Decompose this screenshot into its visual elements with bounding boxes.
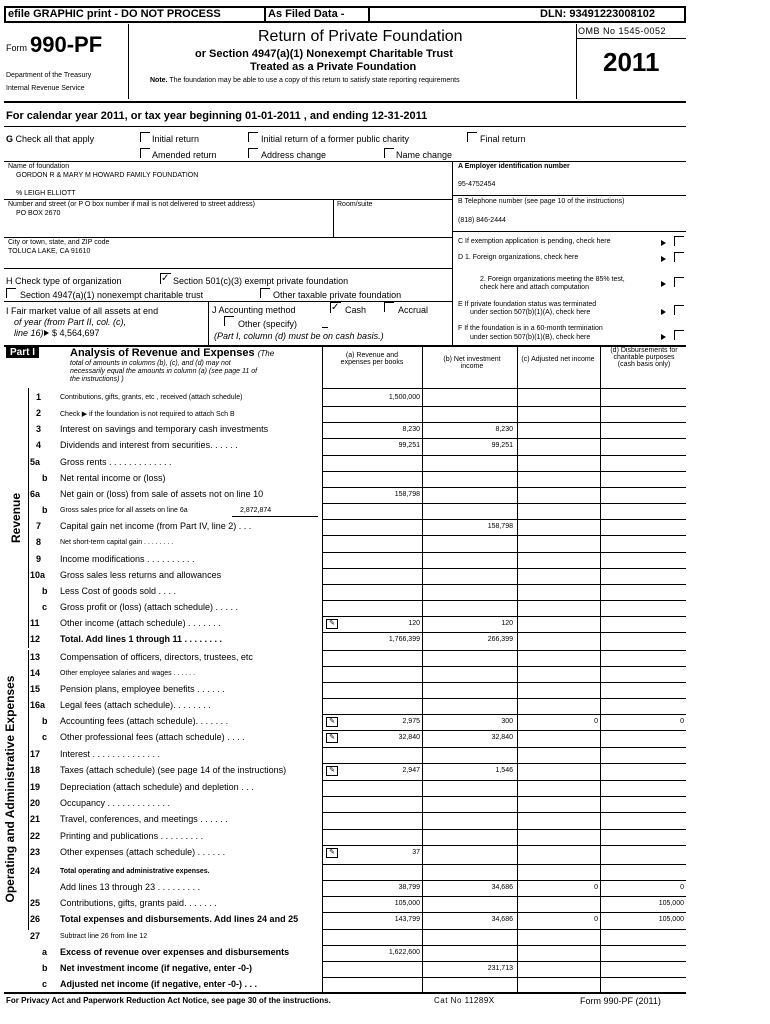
col-a-value: 32,840 [398,734,420,741]
other-taxable-label: Other taxable private foundation [273,290,402,300]
accrual-label: Accrual [398,305,429,315]
col-b-value: 8,230 [495,426,513,433]
irs: Internal Revenue Service [6,85,85,92]
col-c-value: 0 [594,916,598,923]
row-label: Contributions, gifts, grants, etc , received (attach schedule) [60,394,243,401]
g-label: G Check all that apply [6,134,95,144]
ein-value: 95-4752454 [458,181,496,188]
i-label-3: line 16) [14,328,44,338]
row-label: Compensation of officers, directors, trustees, etc [60,652,253,662]
form-subtitle-2: Treated as a Private Foundation [250,61,417,73]
col-b-header: (b) Net investment income [443,356,501,370]
row-number: 21 [30,814,41,824]
col-a-value: 8,230 [402,426,420,433]
row-label: Capital gain net income (from Part IV, line 2) . . . [60,521,252,531]
part-i-desc-1: total of amounts in columns (b), (c), and (d) may not [70,360,231,367]
row-label: Total. Add lines 1 through 11 . . . . . . . . [60,634,223,644]
row-number: 19 [30,782,41,792]
part-i-desc-2: necessarily equal the amounts in column (a) (see page 11 of [70,368,258,375]
attachment-icon[interactable]: ✎ [326,766,338,776]
address-change-checkbox[interactable] [248,148,258,158]
col-b-value: 1,546 [495,767,513,774]
row-label: Total expenses and disbursements. Add lines 24 and 25 [60,914,299,924]
row-label: Other income (attach schedule) . . . . . . . [60,618,221,628]
row-label: Interest on savings and temporary cash investments [60,424,269,434]
row-label: Adjusted net income (if negative, enter -0-) . . . [60,979,258,989]
former-public-charity-checkbox[interactable] [248,132,258,142]
col-d-value: 0 [680,884,684,891]
row-number: 15 [30,684,41,694]
section-4947-label: Section 4947(a)(1) nonexempt charitable trust [20,290,204,300]
col-a-header: (a) Revenue and expenses per books [340,352,404,366]
i-label-2: of year (from Part II, col. (c), [14,317,127,327]
col-a-value: 120 [408,620,420,627]
part-i-title: Analysis of Revenue and Expenses (The [70,347,275,359]
col-a-value: 99,251 [398,442,420,449]
expenses-side-label: Operating and Administrative Expenses [3,675,17,903]
accrual-checkbox[interactable] [384,302,394,312]
foreign-85-label: 2. Foreign organizations meeting the 85% test, [480,276,625,283]
col-d-value: 0 [680,718,684,725]
exemption-pending-label: C If exemption application is pending, check here [458,238,611,245]
phone-label: B Telephone number (see page 10 of the instructions) [458,198,625,205]
row-number: 25 [30,898,41,908]
row-label: Gross profit or (loss) (attach schedule) . . . . . [60,602,239,612]
row-label: Net rental income or (loss) [60,473,166,483]
i-label: I Fair market value of all assets at end [6,306,159,316]
row-number: c [42,732,48,742]
section-501c3-label: Section 501(c)(3) exempt private foundation [173,276,349,286]
row-number: 13 [30,652,41,662]
exemption-pending-checkbox[interactable] [674,236,684,246]
row-label: Gross sales price for all assets on line 6a [60,507,188,514]
initial-return-checkbox[interactable] [140,132,150,142]
h-label: H Check type of organization [6,276,122,286]
calendar-year: For calendar year 2011, or tax year beginning 01-01-2011 , and ending 12-31-2011 [6,110,428,122]
note: Note. The foundation may be able to use a copy of this return to satisfy state reporting requirements [150,77,460,84]
row-number: 11 [30,618,40,628]
row-number: 1 [36,392,42,402]
sixty-month-label-2: under section 507(b)(1)(B), check here [470,334,591,341]
row-number: 26 [30,914,41,924]
col-c-header: (c) Adjusted net income [521,356,595,363]
attachment-icon[interactable]: ✎ [326,848,338,858]
foundation-name-label: Name of foundation [8,163,70,170]
attachment-icon[interactable]: ✎ [326,717,338,727]
name-change-checkbox[interactable] [384,148,394,158]
col-a-value: 1,500,000 [388,394,420,401]
attachment-icon[interactable]: ✎ [326,733,338,743]
row-number: 9 [36,554,42,564]
part-i-desc-3: the instructions) ) [70,376,124,383]
room-label: Room/suite [337,201,373,208]
row-label: Other expenses (attach schedule) . . . . . . [60,847,226,857]
row-label: Gross rents . . . . . . . . . . . . . [60,457,172,467]
col-b-value: 32,840 [491,734,513,741]
col-b-value: 300 [501,718,513,725]
sixty-month-label: F If the foundation is in a 60-month termination [458,325,603,332]
col-d-value: 105,000 [658,900,684,907]
row-label: Depreciation (attach schedule) and depletion . . . [60,782,254,792]
row-label: Net short-term capital gain . . . . . . . . [60,539,174,546]
row-number: 10a [30,570,46,580]
row-label: Pension plans, employee benefits . . . . . . [60,684,225,694]
fair-market-value: $ 4,564,697 [52,328,100,338]
cash-label: Cash [345,305,367,315]
other-method-checkbox[interactable] [224,316,234,326]
cash-basis-note: (Part I, column (d) must be on cash basis.) [214,331,384,341]
terminated-label-2: under section 507(b)(1)(A), check here [470,309,591,316]
col-a-value: 158,798 [394,491,420,498]
form-footer: Form 990-PF (2011) [580,996,661,1006]
street-address: PO BOX 2670 [16,210,61,217]
section-501c3-checkbox[interactable]: ✓ [161,273,170,284]
sixty-month-checkbox[interactable] [674,330,684,340]
name-change-label: Name change [396,150,453,160]
tax-year: 2011 [603,47,660,77]
row-label: Travel, conferences, and meetings . . . . . . [60,814,228,824]
col-b-value: 34,686 [491,884,513,891]
attachment-icon[interactable]: ✎ [326,619,338,629]
row-number: 24 [30,866,41,876]
other-taxable-checkbox[interactable] [260,288,270,298]
city-label: City or town, state, and ZIP code [8,239,110,246]
row-label: Net gain or (loss) from sale of assets not on line 10 [60,489,264,499]
row-label: Accounting fees (attach schedule). . . . . . . [60,716,229,726]
row-label: Subtract line 26 from line 12 [60,933,148,940]
j-label: J Accounting method [212,305,296,315]
col-a-value: 2,975 [402,718,420,725]
row-label: Dividends and interest from securities. . . . . . [60,440,238,450]
col-a-value: 1,766,399 [388,636,420,643]
care-of: % LEIGH ELLIOTT [16,190,76,197]
terminated-checkbox[interactable] [674,305,684,315]
col-a-value: 2,947 [402,767,420,774]
row-number: 22 [30,831,41,841]
row-label: Income modifications . . . . . . . . . . [60,554,195,564]
row-number: 3 [36,424,42,434]
row-number: 6a [30,489,41,499]
phone-value: (818) 846-2444 [458,217,506,224]
final-return-checkbox[interactable] [467,132,477,142]
row-number: a [42,947,48,957]
city-state-zip: TOLUCA LAKE, CA 91610 [8,248,91,255]
ein-label: A Employer identification number [458,163,570,170]
other-method-label: Other (specify) [238,319,298,329]
gross-sales-price-value: 2,872,874 [240,507,272,514]
row-number: 14 [30,668,41,678]
foreign-85-checkbox[interactable] [674,277,684,287]
row-label: Interest . . . . . . . . . . . . . . [60,749,161,759]
row-number: 5a [30,457,41,467]
col-b-value: 266,399 [487,636,513,643]
row-number: 8 [36,537,42,547]
col-b-value: 158,798 [487,523,513,530]
row-label: Total operating and administrative expenses. [60,868,210,875]
row-label: Printing and publications . . . . . . . . . [60,831,204,841]
row-label: Gross sales less returns and allowances [60,570,222,580]
row-number: 18 [30,765,41,775]
col-d-value: 105,000 [658,916,684,923]
row-number: b [42,716,48,726]
col-a-value: 38,799 [398,884,420,891]
row-label: Add lines 13 through 23 . . . . . . . . . [60,882,201,892]
amended-return-label: Amended return [152,150,217,160]
col-b-value: 34,686 [491,916,513,923]
row-number: c [42,979,48,989]
terminated-label: E If private foundation status was terminated [458,301,597,308]
row-number: 17 [30,749,41,759]
row-number: 23 [30,847,41,857]
col-a-value: 37 [412,849,420,856]
col-a-value: 105,000 [394,900,420,907]
row-label: Other employee salaries and wages . . . . . . [60,670,196,677]
omb-number: OMB No 1545-0052 [578,26,667,36]
form-subtitle-1: or Section 4947(a)(1) Nonexempt Charitable Trust [195,48,453,60]
row-number: b [42,505,48,515]
row-label: Contributions, gifts, grants paid. . . . . . . [60,898,217,908]
final-return-label: Final return [480,134,526,144]
revenue-side-label: Revenue [9,492,23,543]
row-label: Excess of revenue over expenses and disbursements [60,947,290,957]
initial-return-label: Initial return [152,134,200,144]
amended-return-checkbox[interactable] [140,148,150,158]
col-c-value: 0 [594,884,598,891]
section-4947-checkbox[interactable] [6,288,16,298]
cash-method-checkbox[interactable]: ✓ [331,302,340,313]
row-label: Check ▶ if the foundation is not required to attach Sch B [60,411,235,418]
cat-number: Cat No 11289X [434,996,495,1005]
row-number: 27 [30,931,41,941]
former-public-charity-label: Initial return of a former public charity [261,134,410,144]
row-number: c [42,602,48,612]
as-filed-label: As Filed Data - [268,8,345,20]
col-b-value: 99,251 [491,442,513,449]
col-a-value: 1,622,600 [388,949,420,956]
row-label: Occupancy . . . . . . . . . . . . . [60,798,171,808]
street-label: Number and street (or P O box number if mail is not delivered to street address) [8,201,255,208]
foreign-org-label: D 1. Foreign organizations, check here [458,254,579,261]
form-word: Form [6,43,27,53]
row-number: 12 [30,634,41,644]
row-number: 2 [36,408,42,418]
row-label: Legal fees (attach schedule). . . . . . . . [60,700,211,710]
row-label: Net investment income (if negative, enter -0-) [60,963,253,973]
efile-label: efile GRAPHIC print - DO NOT PROCESS [8,8,221,20]
dln-label: DLN: 93491223008102 [540,8,655,20]
form-number: 990-PF [30,32,103,57]
row-label: Taxes (attach schedule) (see page 14 of the instructions) [60,765,287,775]
dept-treasury: Department of the Treasury [6,72,92,79]
row-number: 20 [30,798,41,808]
row-number: 7 [36,521,42,531]
foreign-85-label-2: check here and attach computation [480,284,589,291]
row-label: Other professional fees (attach schedule) . . . . [60,732,245,742]
row-number: 4 [36,440,42,450]
col-d-header: (d) Disbursements for charitable purposes (cash basis only) [610,347,678,368]
row-number: 16a [30,700,46,710]
row-number: b [42,473,48,483]
row-label: Less Cost of goods sold . . . . [60,586,177,596]
row-number: b [42,586,48,596]
row-number: b [42,963,48,973]
col-a-value: 143,799 [394,916,420,923]
privacy-notice: For Privacy Act and Paperwork Reduction Act Notice, see page 30 of the instructions. [6,996,331,1005]
address-change-label: Address change [261,150,327,160]
col-c-value: 0 [594,718,598,725]
col-b-value: 231,713 [487,965,513,972]
form-title: Return of Private Foundation [258,28,463,45]
col-b-value: 120 [501,620,513,627]
foundation-name: GORDON R & MARY M HOWARD FAMILY FOUNDATION [16,172,199,179]
part-i-tag: Part I [6,347,39,358]
foreign-org-checkbox[interactable] [674,252,684,262]
